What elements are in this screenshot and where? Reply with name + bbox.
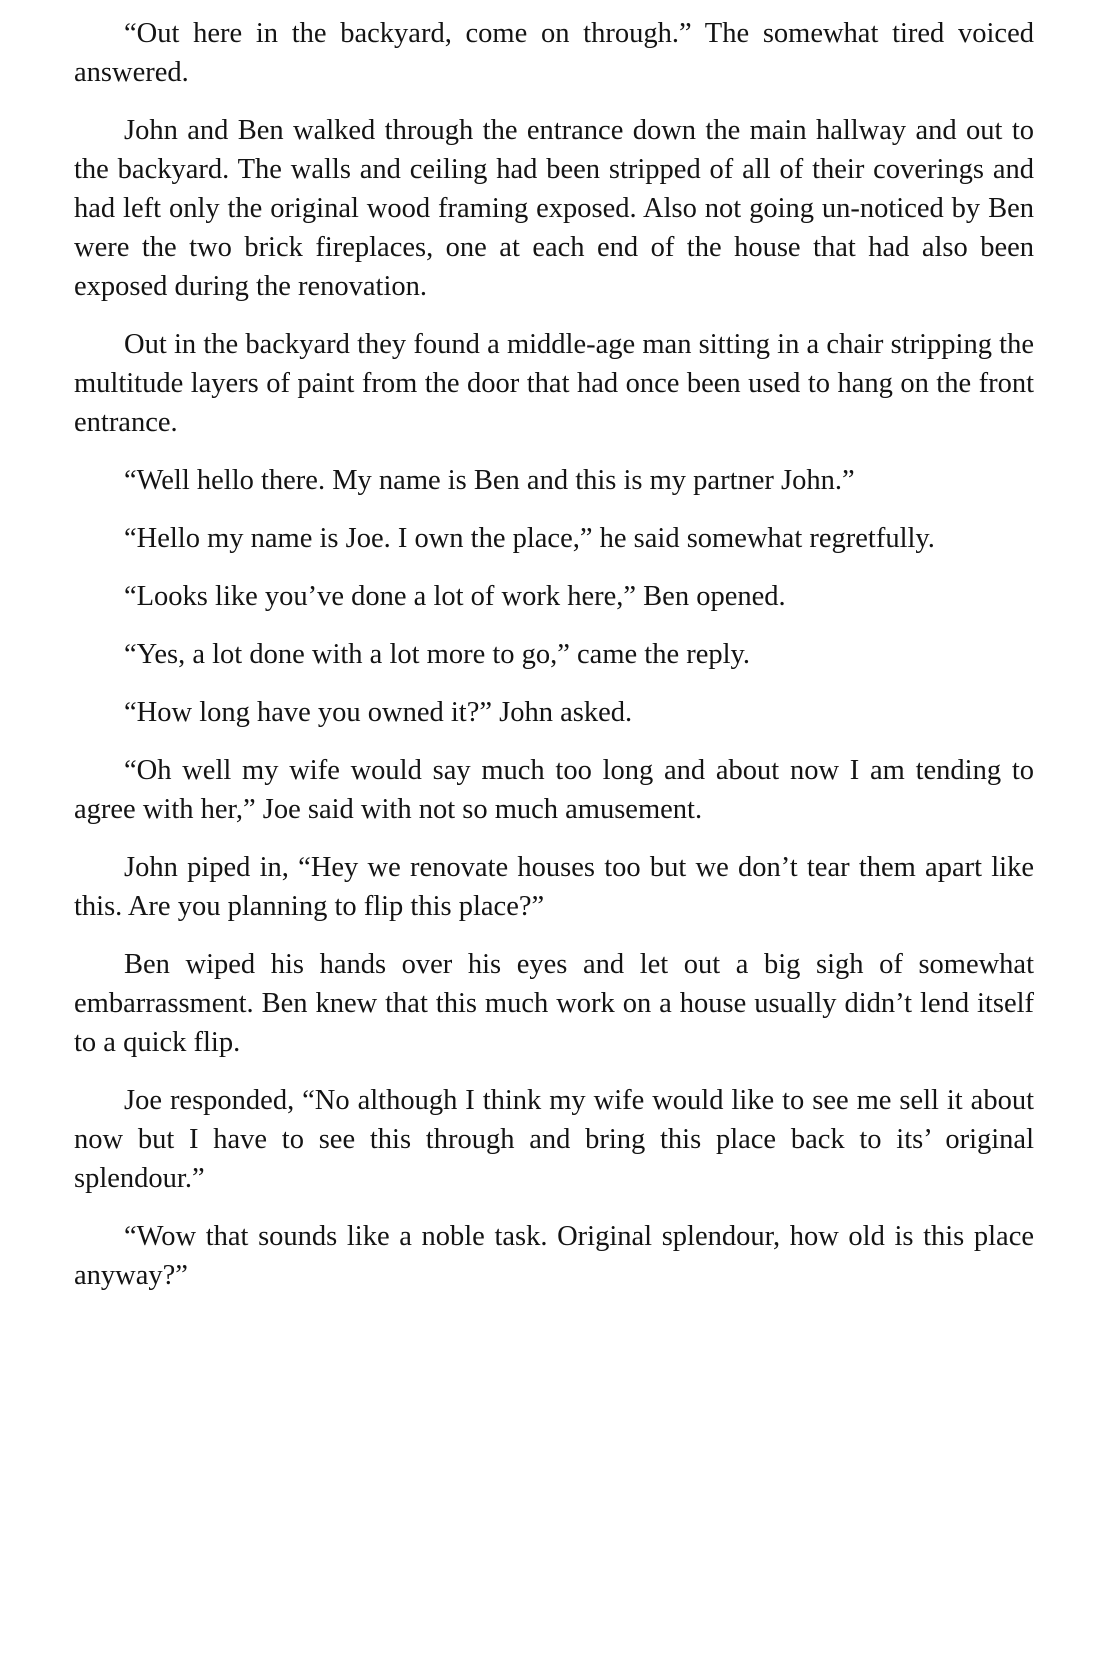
paragraph: John and Ben walked through the entrance down the main hallway and out to the backyard. The walls and ceiling had been stripped of all of their coverings and had left only the original wood framing exposed. Also not going un-noticed by Ben were the two brick fireplaces, one at each end of the house that had also been exposed during the renovation. bbox=[74, 115, 1034, 302]
paragraph: “Out here in the backyard, come on through.” The somewhat tired voiced answered. bbox=[74, 18, 1034, 88]
paragraph: “Yes, a lot done with a lot more to go,” came the reply. bbox=[124, 639, 751, 670]
paragraph: “Wow that sounds like a noble task. Original splendour, how old is this place anyway?” bbox=[74, 1221, 1034, 1291]
paragraph: “Oh well my wife would say much too long and about now I am tending to agree with her,” Joe said with not so much amusement. bbox=[74, 755, 1034, 825]
paragraph: “How long have you owned it?” John asked. bbox=[124, 697, 633, 728]
paragraph: “Looks like you’ve done a lot of work here,” Ben opened. bbox=[124, 581, 786, 612]
paragraph: Out in the backyard they found a middle-age man sitting in a chair stripping the multitude layers of paint from the door that had once been used to hang on the front entrance. bbox=[74, 329, 1034, 438]
document-page bbox=[74, 14, 1034, 1314]
paragraph: Joe responded, “No although I think my wife would like to see me sell it about now but I have to see this through and bring this place back to its’ original splendour.” bbox=[74, 1085, 1034, 1194]
paragraph: John piped in, “Hey we renovate houses too but we don’t tear them apart like this. Are you planning to flip this place?” bbox=[74, 852, 1034, 922]
paragraph: “Well hello there. My name is Ben and this is my partner John.” bbox=[124, 465, 855, 496]
paragraph: “Hello my name is Joe. I own the place,” he said somewhat regretfully. bbox=[124, 523, 935, 554]
paragraph: Ben wiped his hands over his eyes and let out a big sigh of somewhat embarrassment. Ben knew that this much work on a house usually didn’t lend itself to a quick flip. bbox=[74, 949, 1034, 1058]
